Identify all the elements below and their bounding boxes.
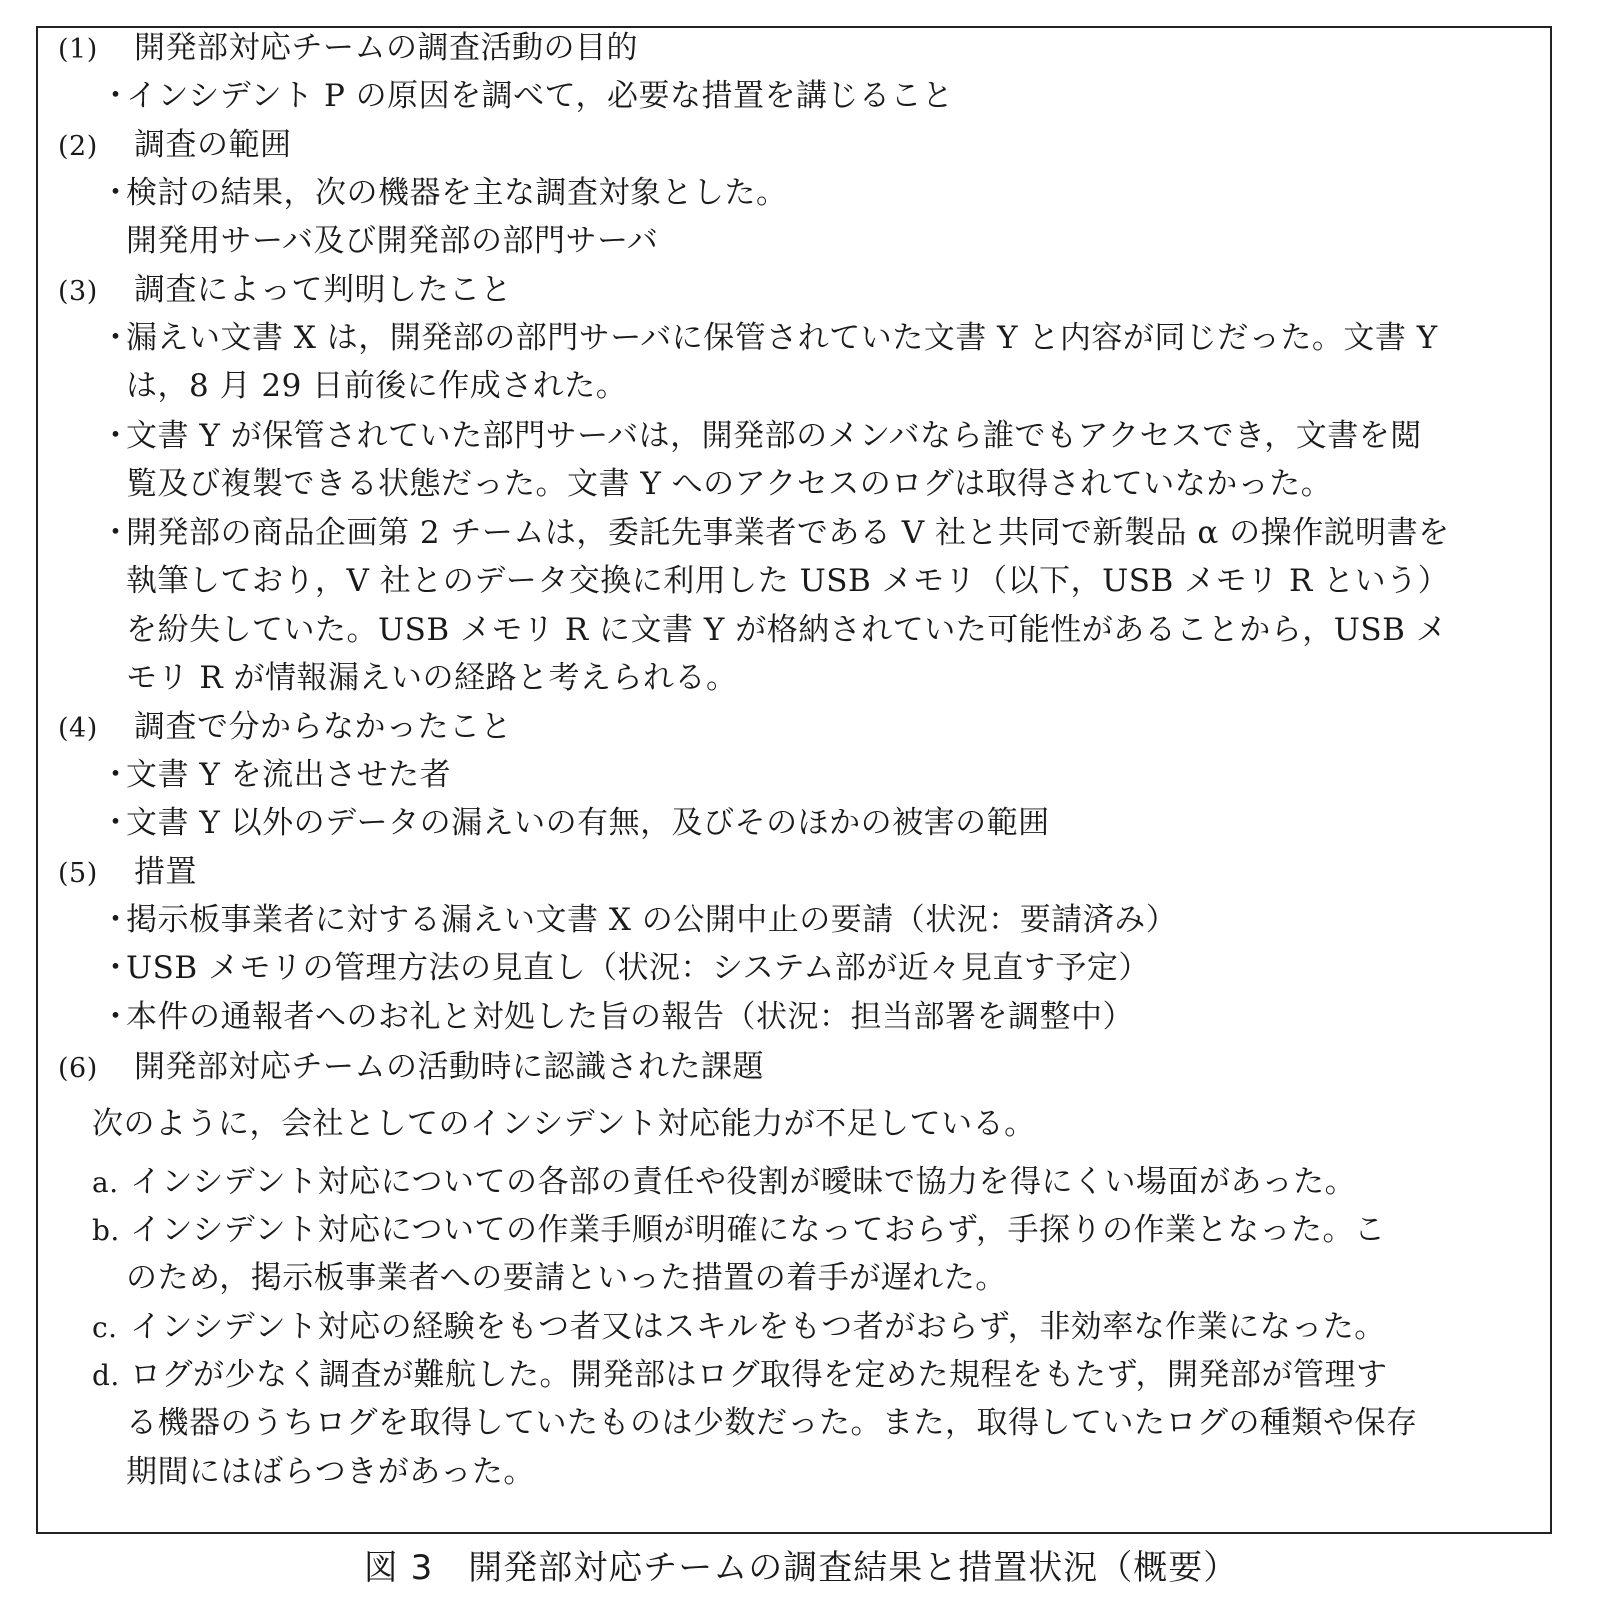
section-title: 開発部対応チームの活動時に認識された課題	[134, 1049, 764, 1085]
item-text: 執筆しており，V 社とのデータ交換に利用した USB メモリ（以下，USB メモリ R という）	[126, 563, 1450, 599]
section-5-heading	[58, 854, 197, 892]
section-5-item-3	[100, 999, 1134, 1035]
section-3-item-2-line-2	[126, 466, 1332, 502]
item-text: インシデント対応についての作業手順が明確になっておらず，手探りの作業となった。こ	[130, 1212, 1386, 1248]
section-6-item-c	[92, 1309, 1386, 1346]
item-text: 開発用サーバ及び開発部の部門サーバ	[126, 223, 659, 259]
item-text: 開発部の商品企画第 2 チームは，委託先事業者である V 社と共同で新製品 α の操作説明書を	[126, 515, 1450, 551]
item-text: 検討の結果，次の機器を主な調査対象とした。	[126, 175, 788, 211]
section-6-item-a	[92, 1164, 1356, 1201]
item-text: 文書 Y が保管されていた部門サーバは，開発部のメンバなら誰でもアクセスでき，文書を閲	[126, 418, 1422, 454]
item-letter: c.	[92, 1311, 118, 1344]
section-number: (1)	[58, 34, 98, 65]
section-title: 措置	[134, 854, 197, 890]
section-number: (4)	[58, 713, 98, 744]
section-4-item-1	[100, 757, 451, 793]
bullet: ・	[100, 902, 132, 938]
section-5-item-2	[100, 950, 1150, 986]
section-1-item-1	[100, 78, 954, 114]
bullet: ・	[100, 78, 132, 114]
bullet: ・	[100, 950, 132, 986]
section-4-item-2	[100, 805, 1050, 841]
item-text: 文書 Y を流出させた者	[126, 757, 452, 793]
section-3-item-3-line-3	[126, 612, 1447, 648]
section-6-item-d-line-2	[126, 1405, 1418, 1441]
section-2-item-1-continuation	[126, 223, 658, 259]
section-6-intro	[92, 1106, 1036, 1142]
item-text: は，8 月 29 日前後に作成された。	[126, 368, 628, 404]
item-text: ログが少なく調査が難航した。開発部はログ取得を定めた規程をもたず，開発部が管理す	[130, 1357, 1388, 1393]
section-5-item-1	[100, 902, 1177, 938]
item-text: 掲示板事業者に対する漏えい文書 X の公開中止の要請（状況：要請済み）	[126, 902, 1178, 938]
item-text: 本件の通報者へのお礼と対処した旨の報告（状況：担当部署を調整中）	[126, 999, 1134, 1035]
section-number: (3)	[58, 276, 98, 307]
section-3-item-1-line-1	[100, 320, 1438, 356]
section-6-item-d-line-3	[126, 1454, 535, 1490]
item-text: モリ R が情報漏えいの経路と考えられる。	[126, 660, 738, 696]
section-3-item-3-line-2	[126, 563, 1449, 599]
item-text: 期間にはばらつきがあった。	[126, 1454, 535, 1490]
bullet: ・	[100, 320, 132, 356]
section-3-item-3-line-1	[100, 515, 1450, 551]
section-1-heading	[58, 30, 638, 68]
item-text: インシデント対応についての各部の責任や役割が曖昧で協力を得にくい場面があった。	[130, 1164, 1357, 1200]
bullet: ・	[100, 999, 132, 1035]
section-title: 開発部対応チームの調査活動の目的	[134, 30, 638, 66]
intro-text: 次のように，会社としてのインシデント対応能力が不足している。	[92, 1106, 1036, 1142]
section-title: 調査の範囲	[134, 127, 292, 163]
section-6-heading	[58, 1049, 764, 1087]
section-6-item-b-line-1	[92, 1212, 1386, 1249]
item-text: インシデント P の原因を調べて，必要な措置を講じること	[126, 78, 954, 114]
section-title: 調査で分からなかったこと	[134, 709, 512, 745]
item-text: 漏えい文書 X は，開発部の部門サーバに保管されていた文書 Y と内容が同じだった。文書 Y	[126, 320, 1438, 356]
item-text: を紛失していた。USB メモリ R に文書 Y が格納されていた可能性があることから，USB メ	[126, 612, 1448, 648]
section-3-item-1-line-2	[126, 368, 627, 404]
section-6-item-d-line-1	[92, 1357, 1388, 1394]
item-text: 覧及び複製できる状態だった。文書 Y へのアクセスのログは取得されていなかった。	[126, 466, 1333, 502]
section-3-heading	[58, 272, 512, 310]
item-text: る機器のうちログを取得していたものは少数だった。また，取得していたログの種類や保存	[126, 1405, 1418, 1441]
bullet: ・	[100, 757, 132, 793]
section-3-item-3-line-4	[126, 660, 738, 696]
section-6-item-b-line-2	[126, 1260, 1007, 1296]
item-letter: a.	[92, 1166, 119, 1199]
section-title: 調査によって判明したこと	[134, 272, 512, 308]
section-2-heading	[58, 127, 292, 165]
bullet: ・	[100, 515, 132, 551]
section-4-heading	[58, 709, 512, 747]
section-2-item-1	[100, 175, 788, 211]
figure-caption: 図 3 開発部対応チームの調査結果と措置状況（概要）	[363, 1548, 1239, 1588]
item-text: のため，掲示板事業者への要請といった措置の着手が遅れた。	[126, 1260, 1007, 1296]
bullet: ・	[100, 418, 132, 454]
bullet: ・	[100, 175, 132, 211]
section-3-item-2-line-1	[100, 418, 1422, 454]
item-text: インシデント対応の経験をもつ者又はスキルをもつ者がおらず，非効率な作業になった。	[130, 1309, 1386, 1345]
item-text: 文書 Y 以外のデータの漏えいの有無，及びそのほかの被害の範囲	[126, 805, 1050, 841]
item-letter: b.	[92, 1214, 120, 1247]
section-number: (6)	[58, 1053, 98, 1084]
section-number: (5)	[58, 858, 98, 889]
bullet: ・	[100, 805, 132, 841]
item-letter: d.	[92, 1359, 120, 1392]
section-number: (2)	[58, 131, 98, 162]
item-text: USB メモリの管理方法の見直し（状況：システム部が近々見直す予定）	[126, 950, 1150, 986]
